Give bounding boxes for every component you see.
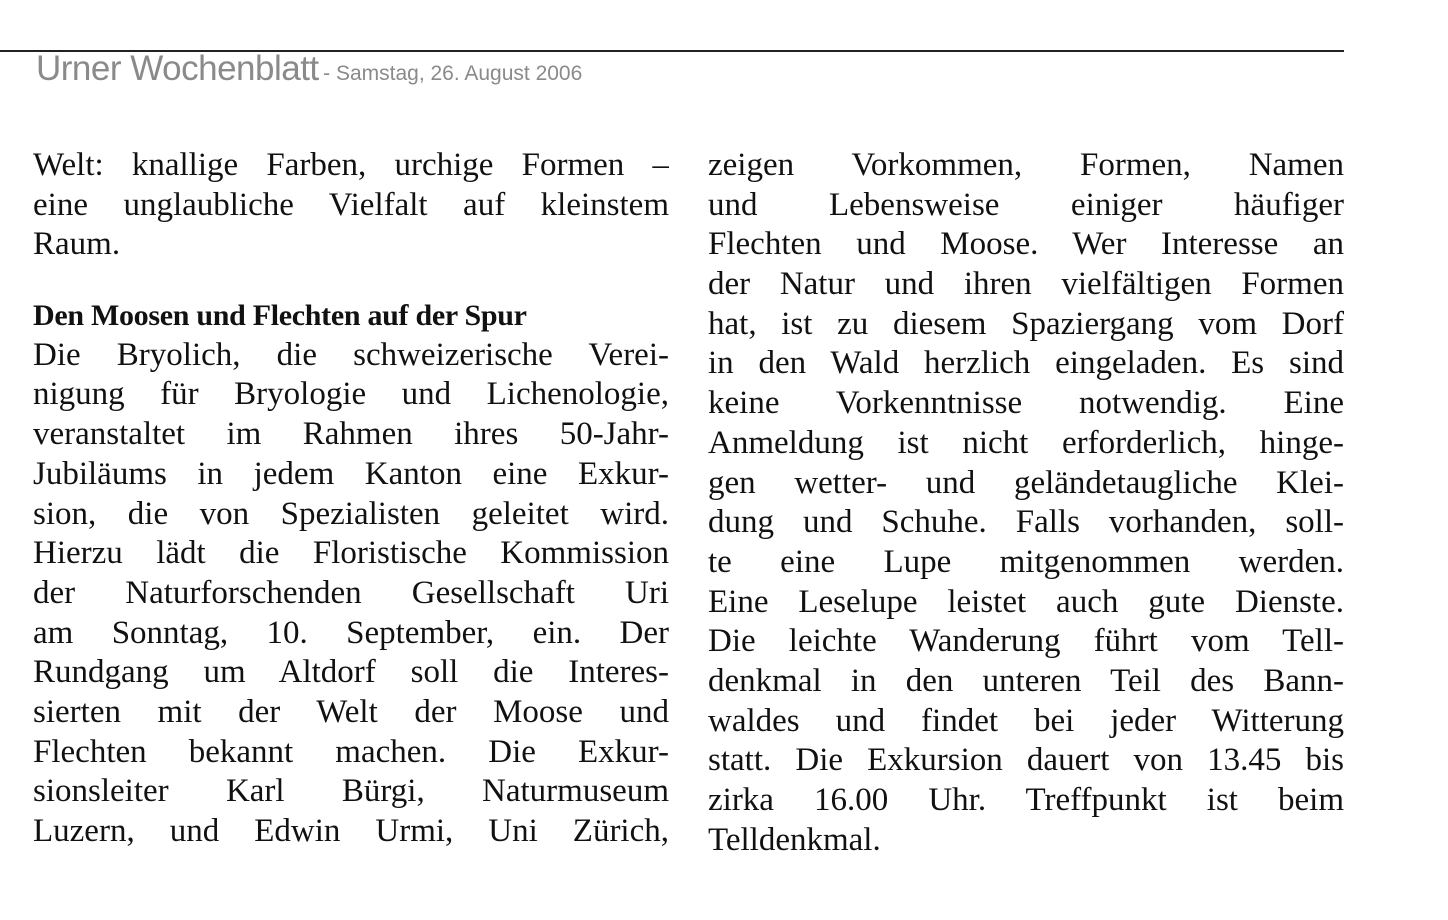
paragraph-gap bbox=[33, 265, 669, 296]
body-line: denkmal in den unteren Teil des Bann- bbox=[708, 662, 1344, 699]
body-line: Luzern, und Edwin Urmi, Uni Zürich, bbox=[33, 813, 669, 849]
body-line: Telldenkmal. bbox=[708, 821, 881, 858]
body-line: sion, die von Spezialisten geleitet wird. bbox=[33, 495, 669, 532]
body-line: gen wetter- und geländetaugliche Klei- bbox=[708, 464, 1344, 501]
body-line: zirka 16.00 Uhr. Treffpunkt ist beim bbox=[708, 782, 1344, 818]
intro-line: eine unglaubliche Vielfalt auf kleinstem bbox=[33, 186, 669, 223]
body-line: statt. Die Exkursion dauert von 13.45 bis bbox=[708, 742, 1344, 779]
body-line: Die leichte Wanderung führt vom Tell- bbox=[708, 623, 1344, 660]
body-line: Jubiläums in jedem Kanton eine Exkur- bbox=[33, 455, 669, 492]
article-column-left bbox=[33, 146, 669, 852]
body-line: te eine Lupe mitgenommen werden. bbox=[708, 543, 1344, 580]
body-line: sionsleiter Karl Bürgi, Naturmuseum bbox=[33, 773, 669, 810]
body-line: Hierzu lädt die Floristische Kommission bbox=[33, 535, 669, 572]
body-line: am Sonntag, 10. September, ein. Der bbox=[33, 614, 669, 651]
body-line: nigung für Bryologie und Lichenologie, bbox=[33, 376, 669, 413]
body-line: zeigen Vorkommen, Formen, Namen bbox=[708, 147, 1344, 183]
body-line: sierten mit der Welt der Moose und bbox=[33, 693, 669, 730]
masthead bbox=[36, 49, 582, 89]
body-line: der Natur und ihren vielfältigen Formen bbox=[708, 266, 1344, 303]
intro-line: Welt: knallige Farben, urchige Formen – bbox=[33, 147, 669, 183]
article-column-right bbox=[708, 146, 1344, 860]
body-line: keine Vorkenntnisse notwendig. Eine bbox=[708, 385, 1344, 422]
body-line: Rundgang um Altdorf soll die Interes- bbox=[33, 654, 669, 691]
publication-name: Urner Wochenblatt bbox=[36, 49, 319, 88]
intro-line: Raum. bbox=[33, 226, 121, 263]
body-line: der Naturforschenden Gesellschaft Uri bbox=[33, 574, 669, 611]
body-line: waldes und findet bei jeder Witterung bbox=[708, 702, 1344, 739]
body-line: Eine Leselupe leistet auch gute Dienste. bbox=[708, 583, 1344, 620]
body-line: in den Wald herzlich eingeladen. Es sind bbox=[708, 345, 1344, 382]
body-line: veranstaltet im Rahmen ihres 50-Jahr- bbox=[33, 416, 669, 453]
body-line: hat, ist zu diesem Spaziergang vom Dorf bbox=[708, 305, 1344, 342]
body-line: dung und Schuhe. Falls vorhanden, soll- bbox=[708, 504, 1344, 541]
body-line: Flechten und Moose. Wer Interesse an bbox=[708, 226, 1344, 263]
body-line: Die Bryolich, die schweizerische Verei- bbox=[33, 336, 669, 373]
body-line: Flechten bekannt machen. Die Exkur- bbox=[33, 733, 669, 770]
body-line: Anmeldung ist nicht erforderlich, hinge- bbox=[708, 424, 1344, 461]
section-subheading: Den Moosen und Flechten auf der Spur bbox=[33, 299, 527, 333]
body-line: und Lebensweise einiger häufiger bbox=[708, 186, 1344, 223]
publication-date: - Samstag, 26. August 2006 bbox=[323, 62, 583, 85]
